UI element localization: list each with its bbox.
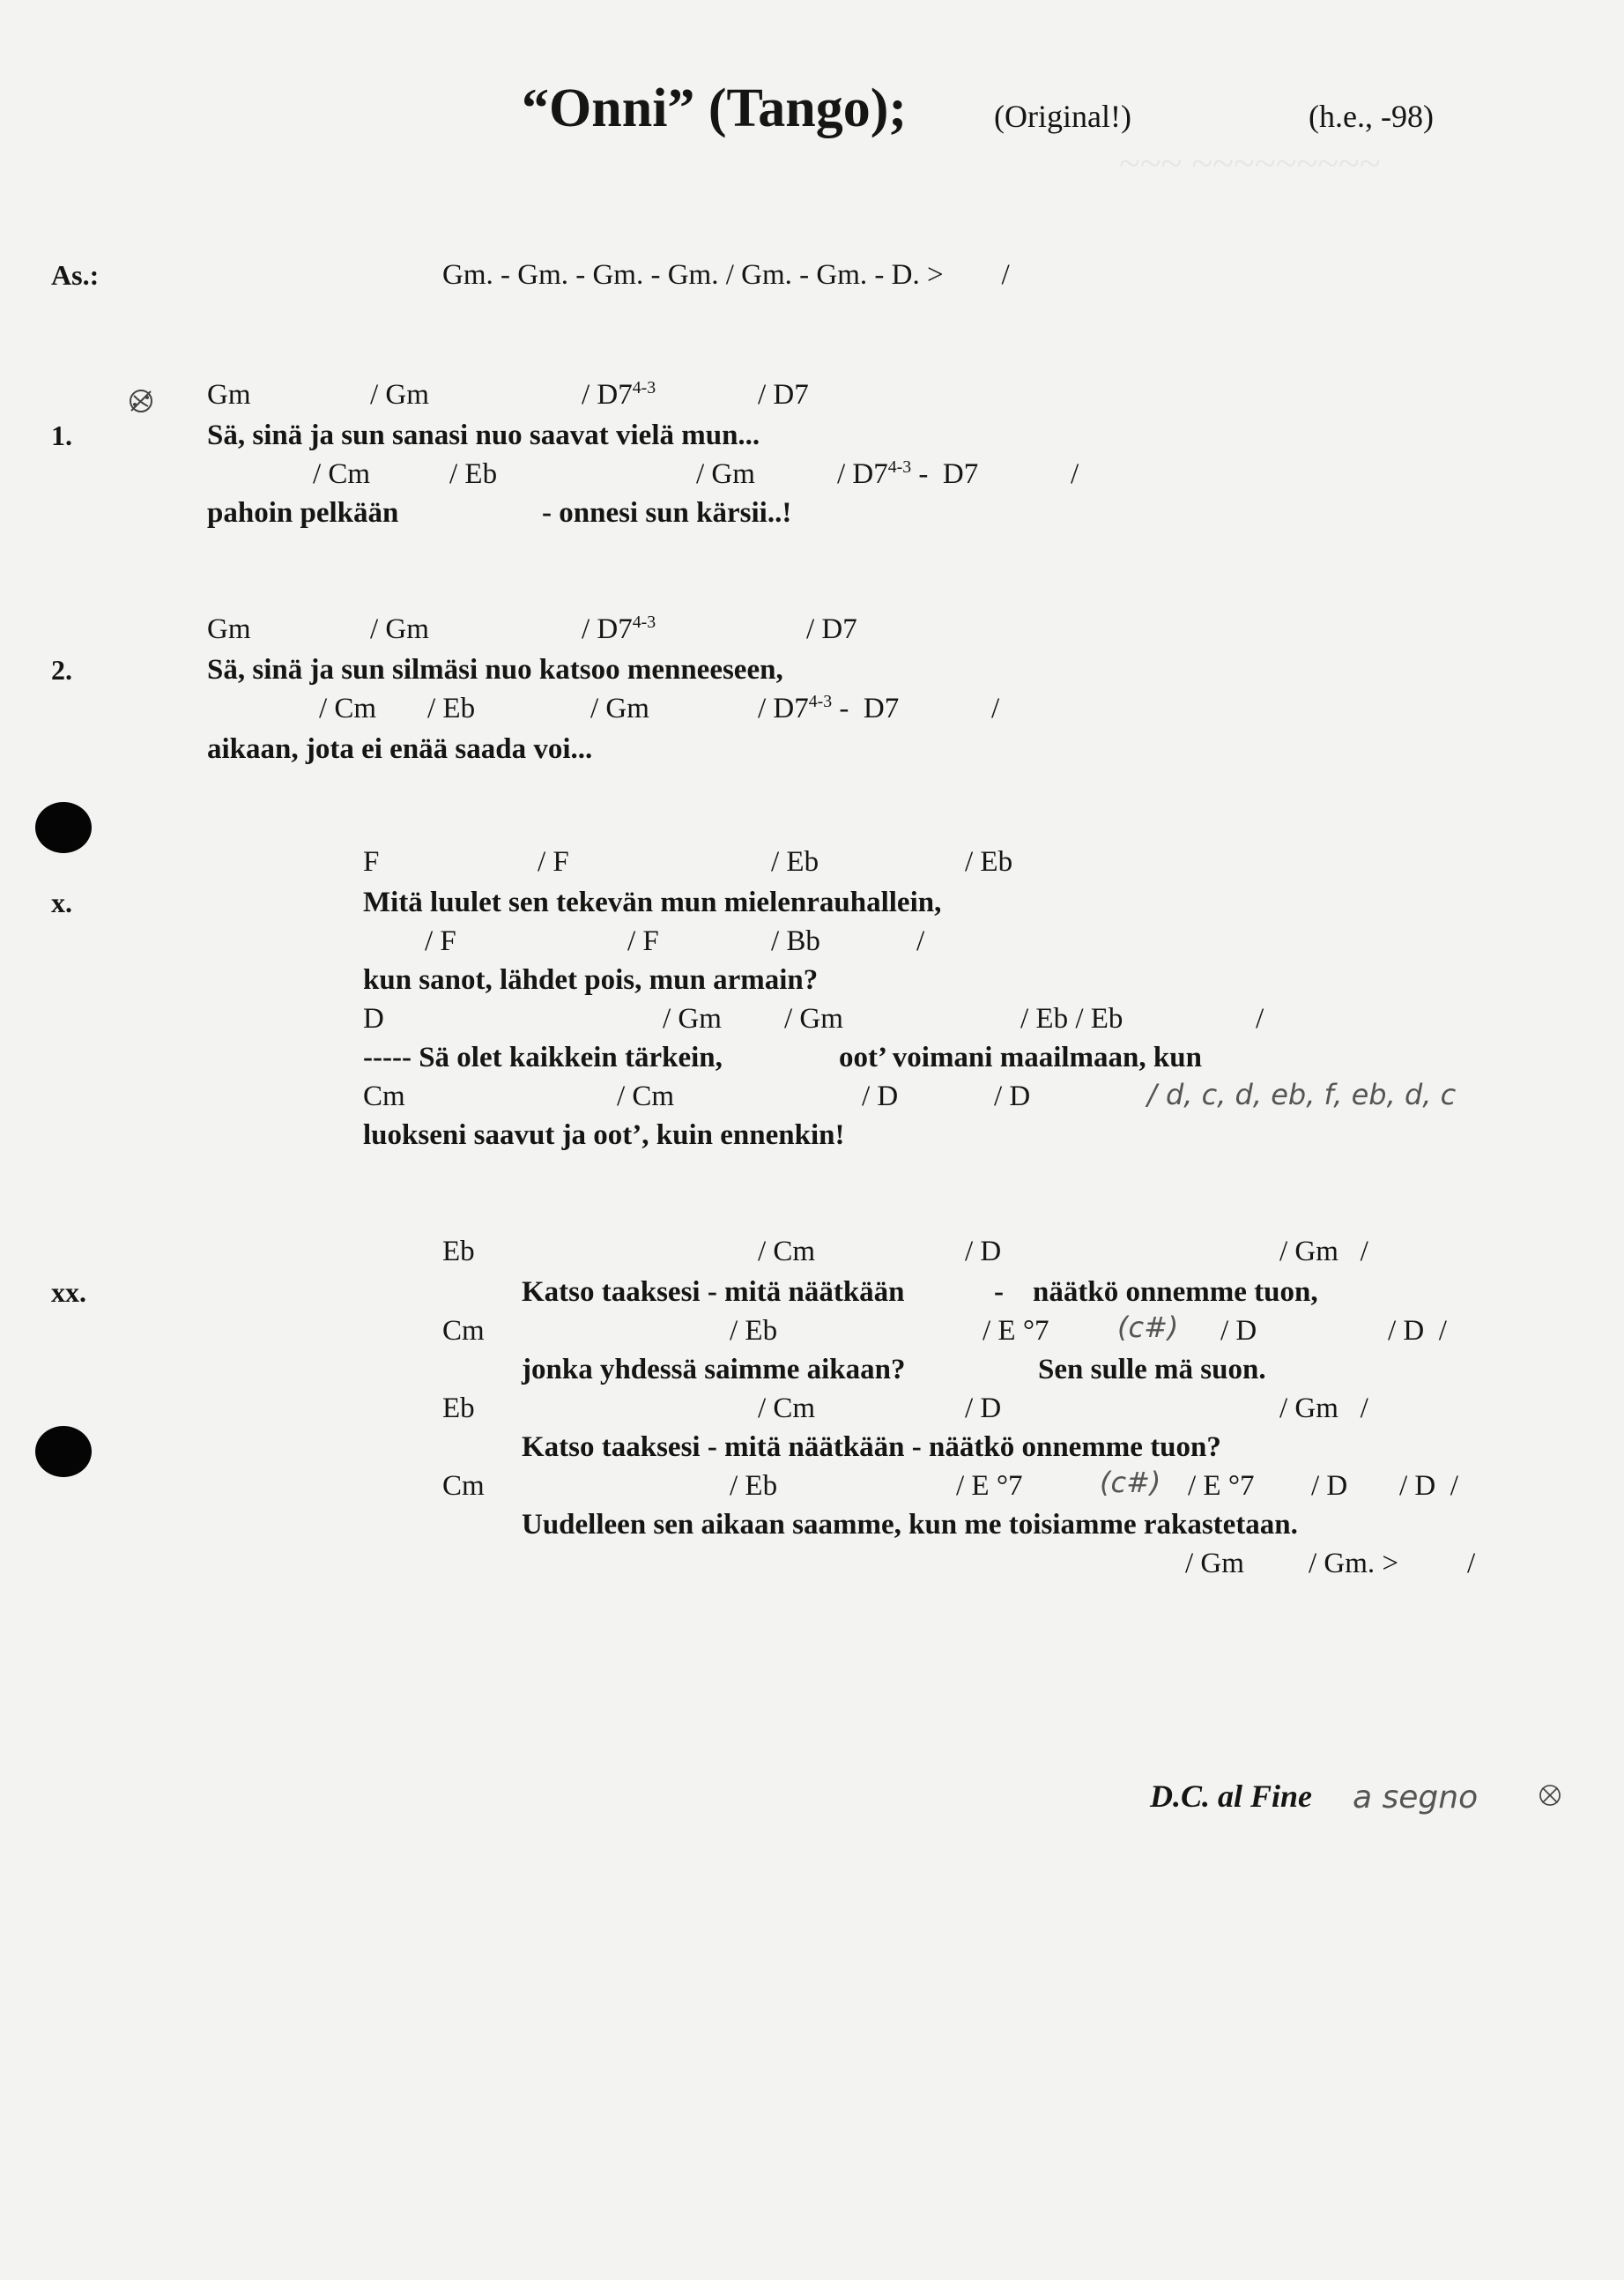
verse2-chord-1: Gm bbox=[207, 613, 251, 645]
bridge-chord-19: / D / bbox=[1399, 1470, 1458, 1502]
verse1-lyric-1: Sä, sinä ja sun sanasi nuo saavat vielä mun... bbox=[207, 420, 760, 451]
chorus-lyric-1: Mitä luulet sen tekevän mun mielenrauhallein, bbox=[363, 887, 942, 918]
punch-hole-top bbox=[35, 802, 92, 853]
bridge-chord-1: Eb bbox=[442, 1236, 475, 1267]
verse2-chord-5: / Cm bbox=[319, 693, 377, 724]
verse1-chord-3: / D7$^{4-3}$ bbox=[582, 378, 656, 411]
bridge-chord-5: Cm bbox=[442, 1315, 485, 1347]
verse2-chord-9: / bbox=[991, 693, 1000, 724]
verse1-chord-9: / bbox=[1071, 458, 1079, 490]
bleed-through-text: ~~~ ~~~~~~~~~ bbox=[1119, 142, 1381, 185]
chorus-lyric-2: kun sanot, lähdet pois, mun armain? bbox=[363, 964, 819, 996]
verse2-chord-7: / Gm bbox=[590, 693, 649, 724]
verse2-chord-4: / D7 bbox=[806, 613, 857, 645]
bridge-chord-11: / Cm bbox=[758, 1393, 816, 1424]
bridge-handwritten-note-1: (c#) bbox=[1117, 1311, 1179, 1344]
verse1-lyric-2a: pahoin pelkään bbox=[207, 497, 399, 529]
punch-hole-bottom bbox=[35, 1426, 92, 1477]
chorus-chord-3: / Eb bbox=[771, 846, 819, 878]
bridge-chord-8: / D bbox=[1220, 1315, 1257, 1347]
chorus-chord-8: / bbox=[916, 925, 925, 957]
bridge-lyric-4: Uudelleen sen aikaan saamme, kun me toisiamme rakastetaan. bbox=[522, 1509, 1298, 1541]
original-note: (Original!) bbox=[994, 99, 1131, 134]
intro-label: As.: bbox=[51, 259, 100, 291]
verse1-lyric-2b: - onnesi sun kärsii..! bbox=[542, 497, 792, 529]
chorus-chord-10: / Gm bbox=[663, 1003, 722, 1035]
bridge-chord-4: / Gm / bbox=[1279, 1236, 1368, 1267]
bridge-lyric-1c: näätkö onnemme tuon, bbox=[1033, 1276, 1318, 1308]
bridge-lyric-1a: Katso taaksesi - mitä näätkään bbox=[522, 1276, 905, 1308]
verse1-label: 1. bbox=[51, 420, 72, 451]
chorus-chord-5: / F bbox=[425, 925, 456, 957]
ending-handwritten-note: a segno bbox=[1353, 1779, 1479, 1816]
chorus-lyric-3b: oot’ voimani maailmaan, kun bbox=[839, 1042, 1202, 1073]
chorus-chord-1: F bbox=[363, 846, 380, 878]
chorus-chord-11: / Gm bbox=[784, 1003, 843, 1035]
chorus-chord-17: / D bbox=[994, 1081, 1031, 1112]
bridge-lyric-2b: Sen sulle mä suon. bbox=[1038, 1354, 1266, 1385]
bridge-lyric-1b: - bbox=[994, 1276, 1004, 1308]
chorus-lyric-3a: ----- Sä olet kaikkein tärkein, bbox=[363, 1042, 723, 1073]
bridge-handwritten-note-2: (c#) bbox=[1100, 1466, 1161, 1499]
bridge-chord-14: Cm bbox=[442, 1470, 485, 1502]
chorus-chord-4: / Eb bbox=[965, 846, 1013, 878]
chorus-lyric-4: luokseni saavut ja oot’, kuin ennenkin! bbox=[363, 1119, 845, 1151]
verse2-chord-2: / Gm bbox=[370, 613, 429, 645]
bridge-chord-17: / E °7 bbox=[1188, 1470, 1255, 1502]
dc-al-fine: D.C. al Fine bbox=[1150, 1779, 1313, 1814]
chorus-chord-16: / D bbox=[862, 1081, 899, 1112]
chorus-handwritten-notes: / d, c, d, eb, f, eb, d, c bbox=[1147, 1078, 1457, 1111]
segno-end-icon bbox=[1535, 1780, 1565, 1810]
bridge-chord-12: / D bbox=[965, 1393, 1002, 1424]
bridge-chord-9: / D / bbox=[1388, 1315, 1447, 1347]
verse2-chord-6: / Eb bbox=[427, 693, 476, 724]
bridge-chord-18: / D bbox=[1311, 1470, 1348, 1502]
verse2-lyric-1: Sä, sinä ja sun silmäsi nuo katsoo menneeseen, bbox=[207, 654, 783, 686]
bridge-chord-22: / bbox=[1467, 1548, 1476, 1579]
verse1-chord-6: / Eb bbox=[449, 458, 498, 490]
bridge-lyric-3: Katso taaksesi - mitä näätkään - näätkö onnemme tuon? bbox=[522, 1431, 1221, 1463]
bridge-chord-6: / Eb bbox=[730, 1315, 778, 1347]
chorus-chord-14: Cm bbox=[363, 1081, 405, 1112]
verse1-chord-5: / Cm bbox=[313, 458, 371, 490]
verse1-chord-2: / Gm bbox=[370, 379, 429, 411]
verse1-chord-8: / D7$^{4-3}$ - D7 bbox=[837, 457, 979, 490]
chorus-chord-12: / Eb / Eb bbox=[1020, 1003, 1123, 1035]
verse1-chord-7: / Gm bbox=[696, 458, 755, 490]
bridge-label: xx. bbox=[51, 1276, 86, 1308]
bridge-lyric-2a: jonka yhdessä saimme aikaan? bbox=[522, 1354, 906, 1385]
chorus-chord-9: D bbox=[363, 1003, 384, 1035]
bridge-chord-3: / D bbox=[965, 1236, 1002, 1267]
bridge-chord-7: / E °7 bbox=[983, 1315, 1049, 1347]
intro-chords: Gm. - Gm. - Gm. - Gm. / Gm. - Gm. - D. > / bbox=[442, 259, 1010, 291]
verse2-label: 2. bbox=[51, 654, 72, 686]
song-title: “Onni” (Tango); bbox=[522, 78, 907, 138]
bridge-chord-20: / Gm bbox=[1185, 1548, 1244, 1579]
bridge-chord-15: / Eb bbox=[730, 1470, 778, 1502]
bridge-chord-13: / Gm / bbox=[1279, 1393, 1368, 1424]
verse2-chord-8: / D7$^{4-3}$ - D7 bbox=[758, 692, 900, 724]
bridge-chord-16: / E °7 bbox=[956, 1470, 1023, 1502]
chorus-label: x. bbox=[51, 887, 72, 918]
chorus-chord-13: / bbox=[1256, 1003, 1264, 1035]
bridge-chord-10: Eb bbox=[442, 1393, 475, 1424]
verse1-chord-1: Gm bbox=[207, 379, 251, 411]
verse2-lyric-2: aikaan, jota ei enää saada voi... bbox=[207, 733, 593, 765]
chorus-chord-6: / F bbox=[627, 925, 659, 957]
chorus-chord-7: / Bb bbox=[771, 925, 820, 957]
bridge-chord-2: / Cm bbox=[758, 1236, 816, 1267]
author-credit: (h.e., -98) bbox=[1309, 99, 1434, 134]
verse2-chord-3: / D7$^{4-3}$ bbox=[582, 613, 656, 645]
chorus-chord-2: / F bbox=[538, 846, 569, 878]
bridge-chord-21: / Gm. > bbox=[1309, 1548, 1399, 1579]
chorus-chord-15: / Cm bbox=[617, 1081, 675, 1112]
verse1-chord-4: / D7 bbox=[758, 379, 809, 411]
segno-icon bbox=[123, 383, 159, 419]
